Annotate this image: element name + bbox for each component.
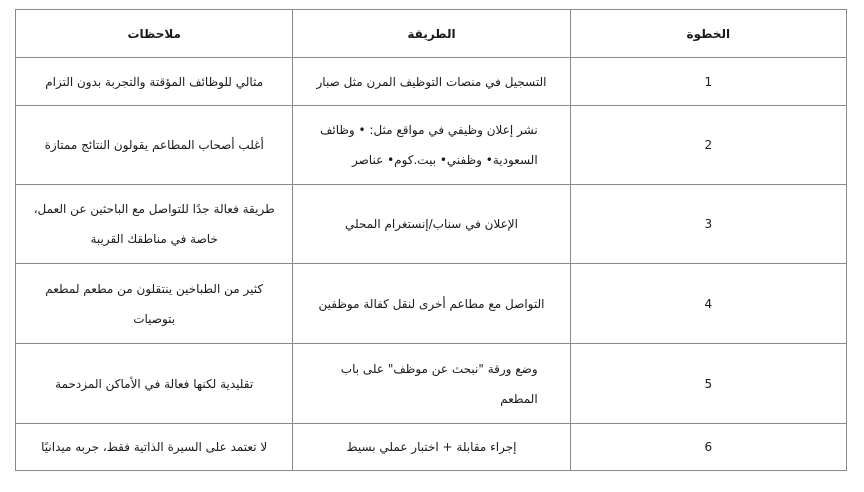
notes-cell: طريقة فعالة جدًا للتواصل مع الباحثين عن العمل، خاصة في مناطقك القريبة xyxy=(16,185,293,264)
table-row xyxy=(16,264,847,344)
method-cell: التواصل مع مطاعم أخرى لنقل كفالة موظفين xyxy=(293,264,570,344)
steps-table xyxy=(15,9,847,471)
step-number: 3 xyxy=(570,185,846,264)
method-cell: وضع ورقة "نبحث عن موظف" على باب المطعم xyxy=(293,344,570,424)
table-row xyxy=(16,344,847,424)
notes-cell: مثالي للوظائف المؤقتة والتجربة بدون التزام xyxy=(16,58,293,106)
table-header-row xyxy=(16,10,847,58)
step-number: 6 xyxy=(570,424,846,471)
step-number: 2 xyxy=(570,106,846,185)
notes-cell: أغلب أصحاب المطاعم يقولون النتائج ممتازة xyxy=(16,106,293,185)
header-step: الخطوة xyxy=(570,10,846,58)
step-number: 5 xyxy=(570,344,846,424)
step-number: 4 xyxy=(570,264,846,344)
header-method: الطريقة xyxy=(293,10,570,58)
method-cell: إجراء مقابلة + اختبار عملي بسيط xyxy=(293,424,570,471)
method-cell: التسجيل في منصات التوظيف المرن مثل صبار xyxy=(293,58,570,106)
method-cell: الإعلان في سناب/إنستغرام المحلي xyxy=(293,185,570,264)
table-row xyxy=(16,424,847,471)
table-row xyxy=(16,58,847,106)
notes-cell: تقليدية لكنها فعالة في الأماكن المزدحمة xyxy=(16,344,293,424)
table-row xyxy=(16,106,847,185)
notes-cell: لا تعتمد على السيرة الذاتية فقط، جربه ميدانيًا xyxy=(16,424,293,471)
step-number: 1 xyxy=(570,58,846,106)
table-row xyxy=(16,185,847,264)
method-cell: نشر إعلان وظيفي في مواقع مثل: • وظائف السعودية• وظفني• بيت.كوم• عناصر xyxy=(293,106,570,185)
header-notes: ملاحظات xyxy=(16,10,293,58)
notes-cell: كثير من الطباخين ينتقلون من مطعم لمطعم بتوصيات xyxy=(16,264,293,344)
